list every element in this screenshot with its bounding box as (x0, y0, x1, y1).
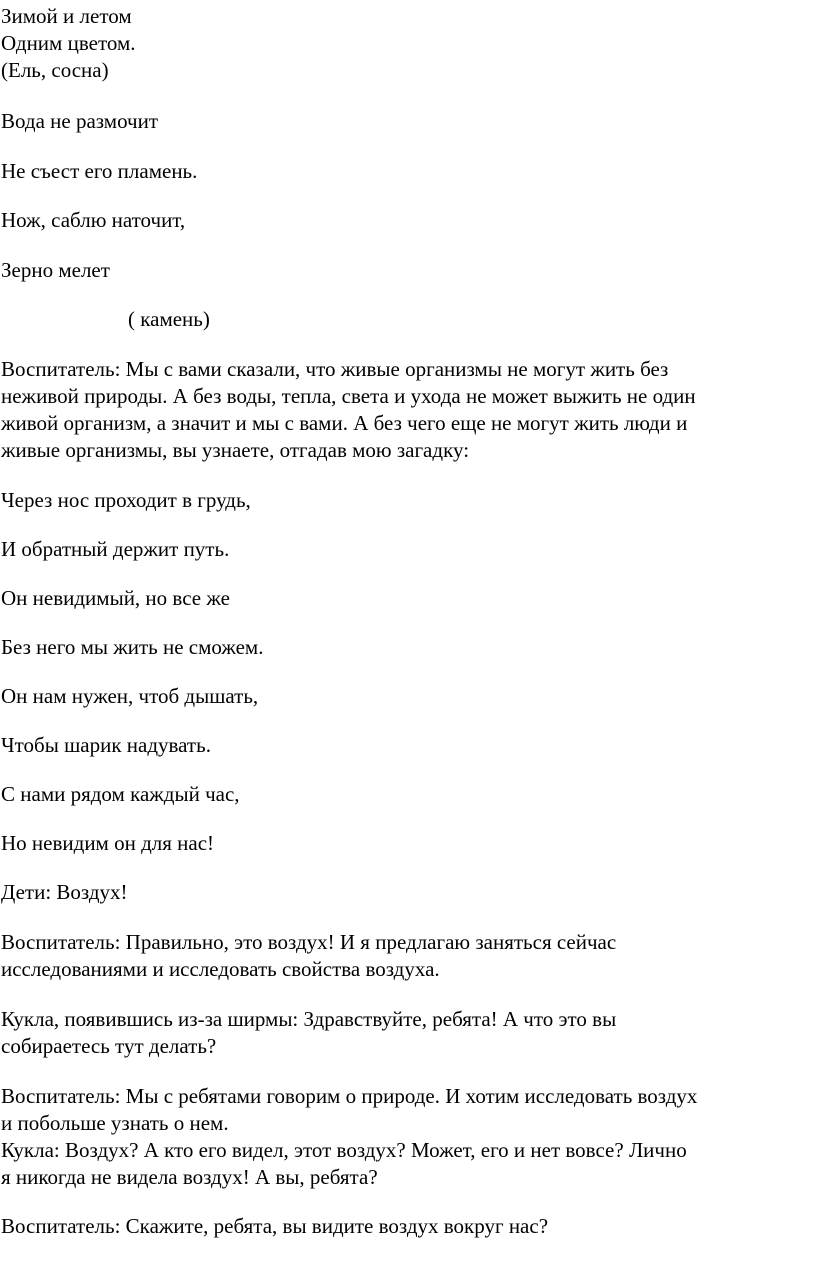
riddle-line: Чтобы шарик надувать. (1, 733, 211, 757)
riddle-line: Одним цветом. (1, 31, 136, 55)
riddle-line: Нож, саблю наточит, (1, 208, 186, 232)
paragraph-line: Воспитатель: Мы с вами сказали, что живые организмы не могут жить без (1, 357, 669, 381)
riddle-line: Он невидимый, но все же (1, 586, 230, 610)
dialogue-line: Дети: Воздух! (1, 880, 128, 904)
paragraph-line: собираетесь тут делать? (1, 1034, 217, 1058)
paragraph-line: исследованиями и исследовать свойства воздуха. (1, 957, 440, 981)
riddle-line: Не съест его пламень. (1, 159, 198, 183)
riddle-line: Он нам нужен, чтоб дышать, (1, 684, 259, 708)
paragraph-line: живые организмы, вы узнаете, отгадав мою загадку: (1, 438, 470, 462)
riddle-line: Зерно мелет (1, 258, 110, 282)
paragraph-line: и побольше узнать о нем. (1, 1111, 229, 1135)
riddle-line: Вода не размочит (1, 109, 159, 133)
riddle-line: Без него мы жить не сможем. (1, 635, 264, 659)
paragraph-line: Воспитатель: Правильно, это воздух! И я предлагаю заняться сейчас (1, 930, 617, 954)
paragraph-line: неживой природы. А без воды, тепла, света и ухода не может выжить не один (1, 384, 696, 408)
riddle-line: Зимой и летом (1, 4, 132, 28)
paragraph-line: я никогда не видела воздух! А вы, ребята? (1, 1165, 378, 1189)
riddle-line: Через нос проходит в грудь, (1, 488, 251, 512)
riddle-answer: (Ель, сосна) (1, 58, 109, 82)
paragraph-line: Воспитатель: Скажите, ребята, вы видите воздух вокруг нас? (1, 1214, 549, 1238)
paragraph-line: Кукла, появившись из-за ширмы: Здравствуйте, ребята! А что это вы (1, 1007, 617, 1031)
riddle-line: С нами рядом каждый час, (1, 782, 240, 806)
riddle-answer: ( камень) (128, 307, 210, 331)
paragraph-line: живой организм, а значит и мы с вами. А без чего еще не могут жить люди и (1, 411, 688, 435)
riddle-line: Но невидим он для нас! (1, 831, 215, 855)
riddle-line: И обратный держит путь. (1, 537, 230, 561)
paragraph-line: Кукла: Воздух? А кто его видел, этот воздух? Может, его и нет вовсе? Лично (1, 1138, 687, 1162)
paragraph-line: Воспитатель: Мы с ребятами говорим о природе. И хотим исследовать воздух (1, 1084, 698, 1108)
